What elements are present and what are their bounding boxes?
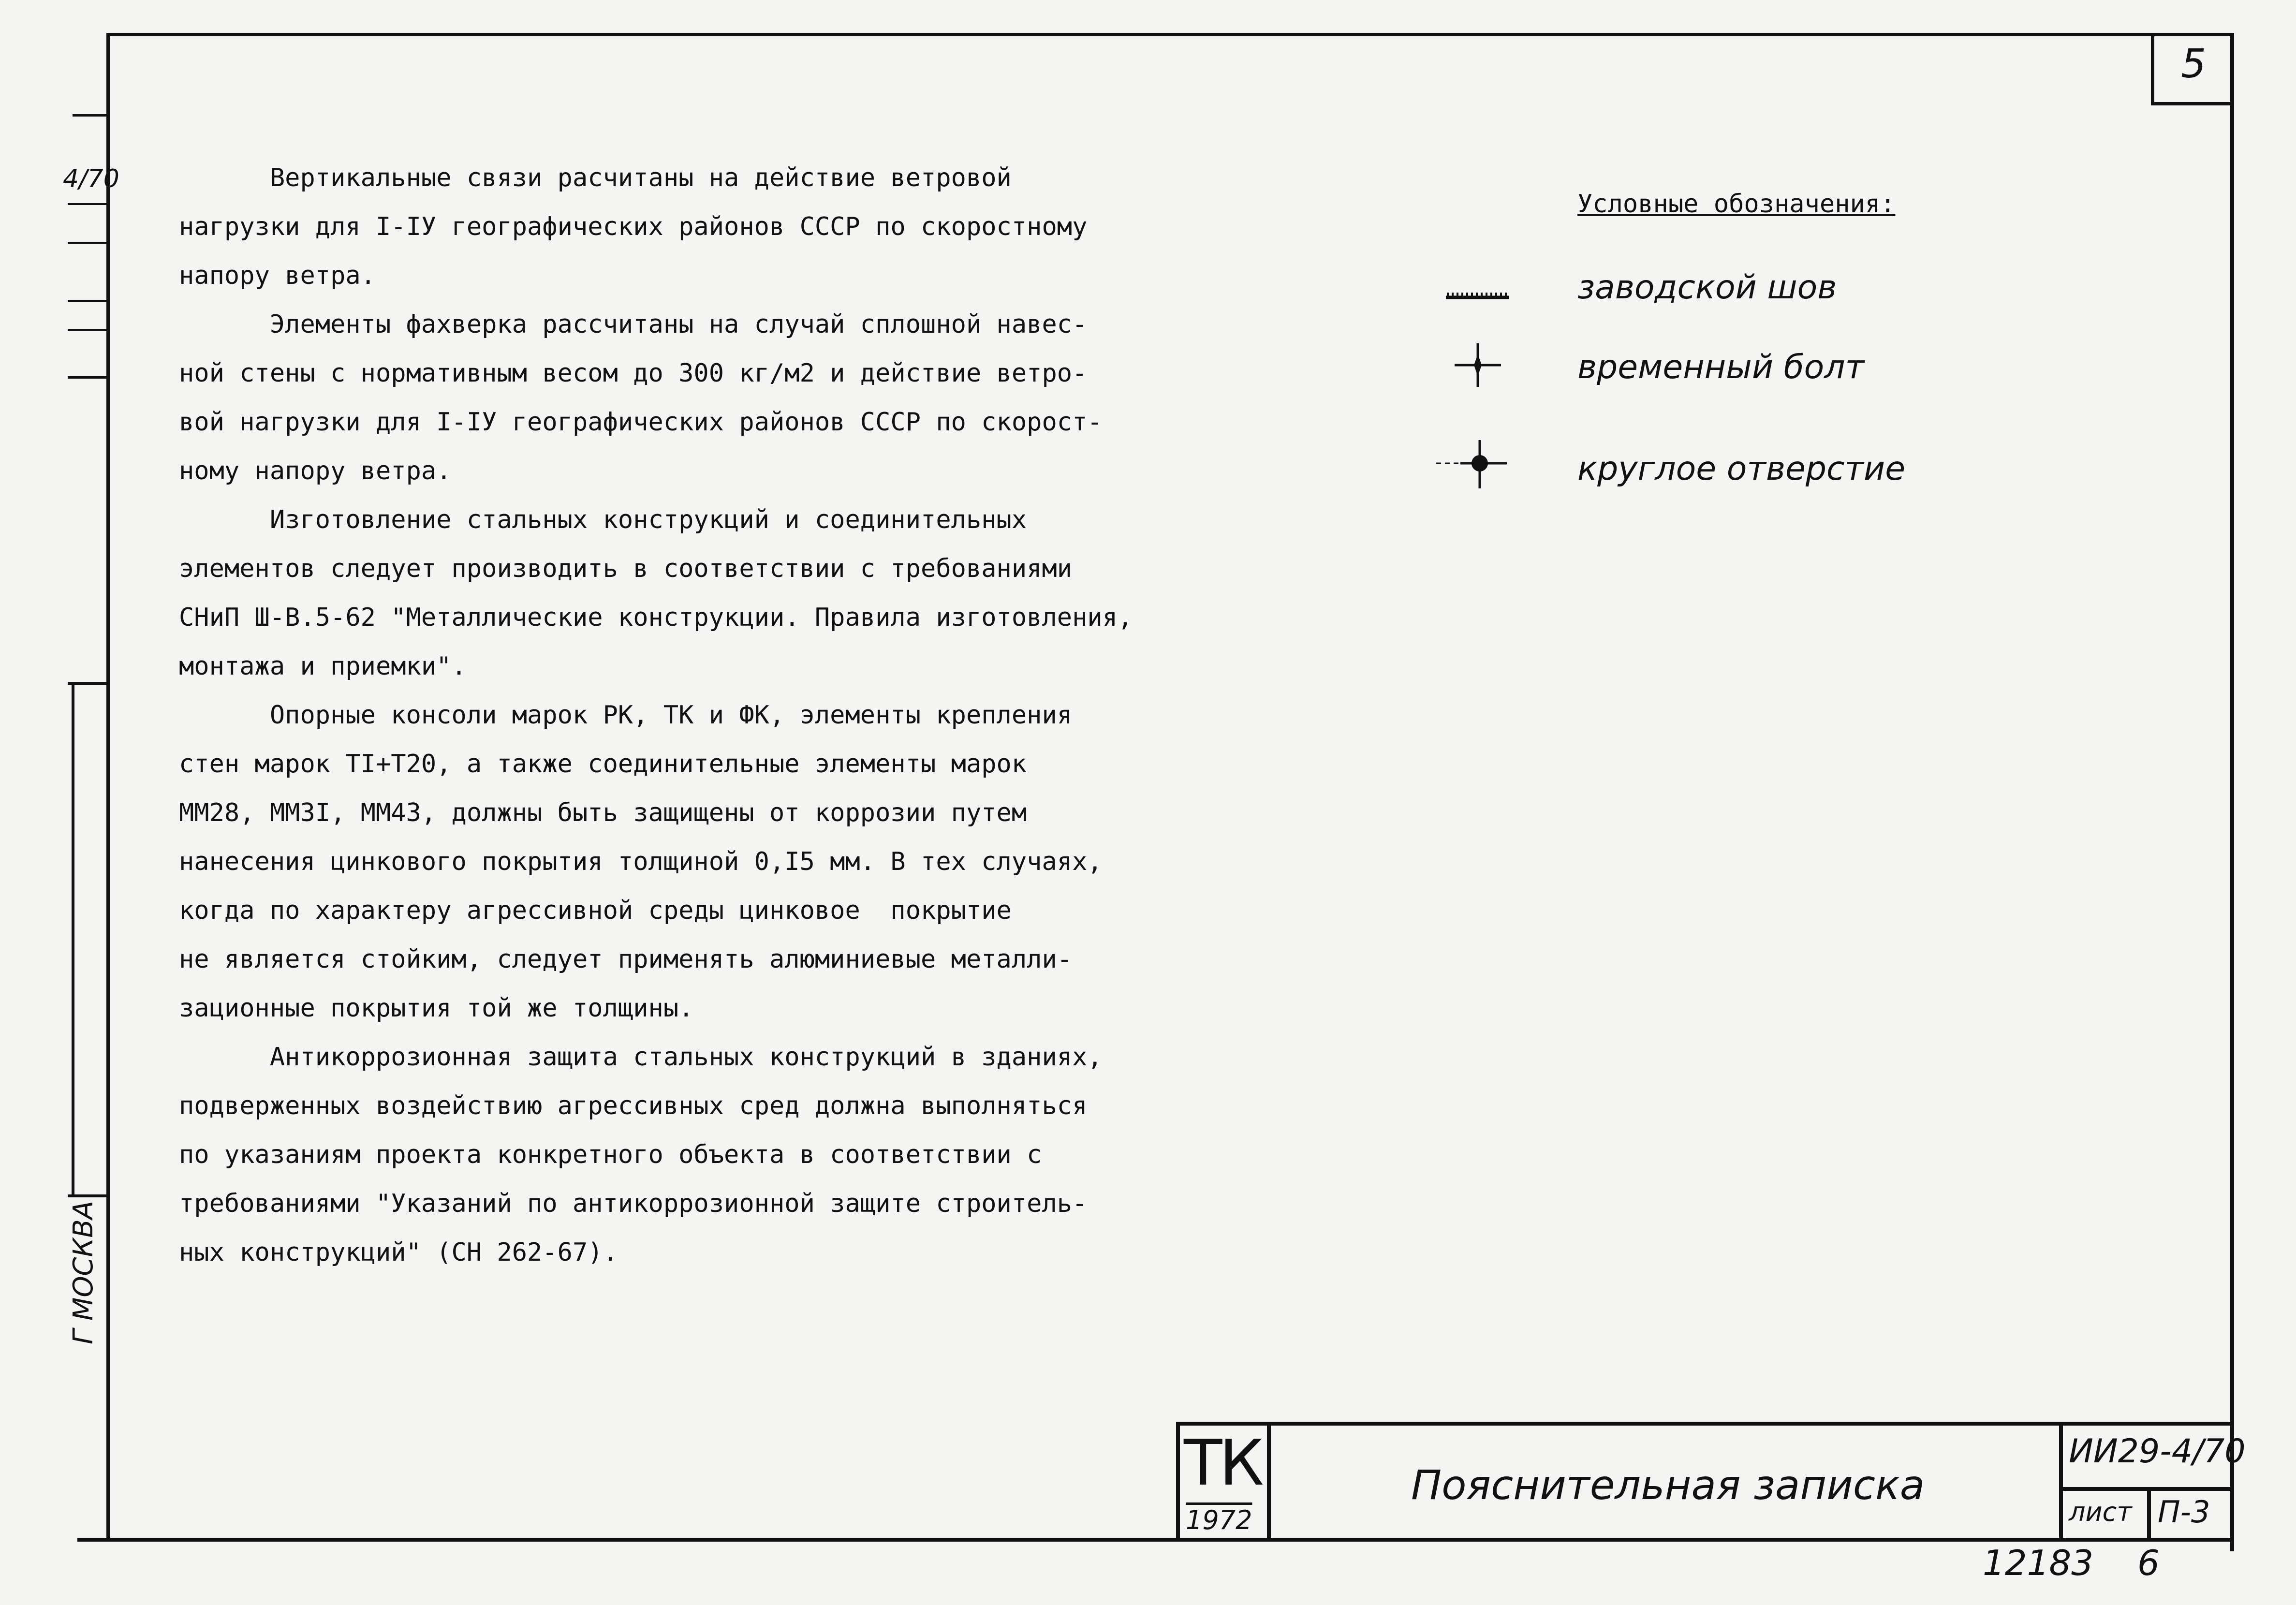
sheet-value: П-3 — [2158, 1494, 2210, 1530]
text-line: зационные покрытия той же толщины. — [179, 994, 694, 1023]
legend-item-temporary-bolt — [1431, 348, 2108, 401]
title-block-divider — [2147, 1487, 2151, 1542]
margin-tick — [68, 203, 106, 205]
text-line: ММ28, ММ3I, ММ43, должны быть защищены от коррозии путем — [179, 798, 1027, 827]
frame-right-border — [2230, 33, 2234, 1551]
text-line: не является стойким, следует применять алюминиевые металли- — [179, 945, 1073, 974]
legend-label: заводской шов — [1577, 268, 1837, 307]
margin-vertical-line — [72, 682, 74, 1194]
text-line: подверженных воздействию агрессивных сред должна выполняться — [179, 1091, 1088, 1120]
text-line: когда по характеру агрессивной среды цинковое покрытие — [179, 896, 1012, 925]
legend-title: Условные обозначения: — [1577, 190, 1896, 219]
margin-top-code: 4/70 — [63, 164, 119, 193]
legend-item-round-hole — [1431, 450, 2108, 503]
text-line: Антикоррозионная защита стальных конструкций в зданиях, — [179, 1043, 1103, 1072]
factory-weld-icon — [1431, 268, 1538, 322]
text-line: Опорные консоли марок РК, ТК и ФК, элементы крепления — [179, 701, 1073, 730]
title-block-divider — [2059, 1487, 2234, 1491]
text-line: СНиП Ш-В.5-62 "Металлические конструкции. Правила изготовления, — [179, 603, 1133, 632]
text-line: вой нагрузки для I-IУ географических районов СССР по скорост- — [179, 408, 1103, 437]
legend-label: круглое отверстие — [1577, 450, 1906, 488]
text-line: нанесения цинкового покрытия толщиной 0,I5 мм. В тех случаях, — [179, 847, 1103, 876]
archive-stamp-number: 12183 — [1983, 1543, 2094, 1583]
organization-mark: ТК — [1184, 1426, 1261, 1500]
text-line: Изготовление стальных конструкций и соединительных — [179, 505, 1027, 534]
frame-top-border — [106, 33, 2234, 36]
text-line: элементов следует производить в соответствии с требованиями — [179, 554, 1073, 583]
margin-tick — [68, 1194, 106, 1197]
title-block-divider — [2059, 1422, 2063, 1542]
organization-year: 1972 — [1186, 1505, 1252, 1535]
text-line: напору ветра. — [179, 261, 376, 290]
title-block-divider — [1267, 1422, 1271, 1542]
text-line: ных конструкций" (СН 262-67). — [179, 1238, 618, 1267]
legend-item-factory-weld — [1431, 268, 2108, 322]
frame-left-border — [106, 33, 110, 1542]
round-hole-icon — [1431, 430, 1538, 493]
text-line: монтажа и приемки". — [179, 652, 467, 681]
text-line: требованиями "Указаний по антикоррозионной защите строитель- — [179, 1189, 1088, 1218]
explanatory-text — [179, 154, 1185, 1277]
margin-city: Г МОСКВА — [68, 1201, 99, 1344]
text-line: ной стены с нормативным весом до 300 кг/м2 и действие ветро- — [179, 359, 1088, 388]
margin-tick — [68, 300, 106, 302]
text-line: Вертикальные связи расчитаны на действие ветровой — [179, 163, 1012, 192]
text-line: ному напору ветра. — [179, 456, 452, 486]
text-line: по указаниям проекта конкретного объекта в соответствии с — [179, 1140, 1042, 1169]
sheet-number: 5 — [2181, 41, 2207, 87]
document-code: ИИ29-4/70 — [2069, 1432, 2246, 1471]
legend-label: временный болт — [1577, 348, 1865, 386]
margin-tick — [68, 329, 106, 331]
document-title: Пояснительная записка — [1411, 1461, 1925, 1509]
text-line: Элементы фахверка рассчитаны на случай сплошной навес- — [179, 310, 1088, 339]
text-line: стен марок TI+T20, а также соединительные элементы марок — [179, 750, 1027, 779]
margin-tick — [73, 114, 106, 117]
text-line: нагрузки для I-IУ географических районов СССР по скоростному — [179, 212, 1088, 241]
margin-tick — [68, 376, 106, 379]
temporary-bolt-icon — [1431, 339, 1538, 401]
page-number: 6 — [2137, 1543, 2160, 1583]
sheet-label: лист — [2069, 1497, 2132, 1527]
margin-tick — [68, 242, 106, 244]
